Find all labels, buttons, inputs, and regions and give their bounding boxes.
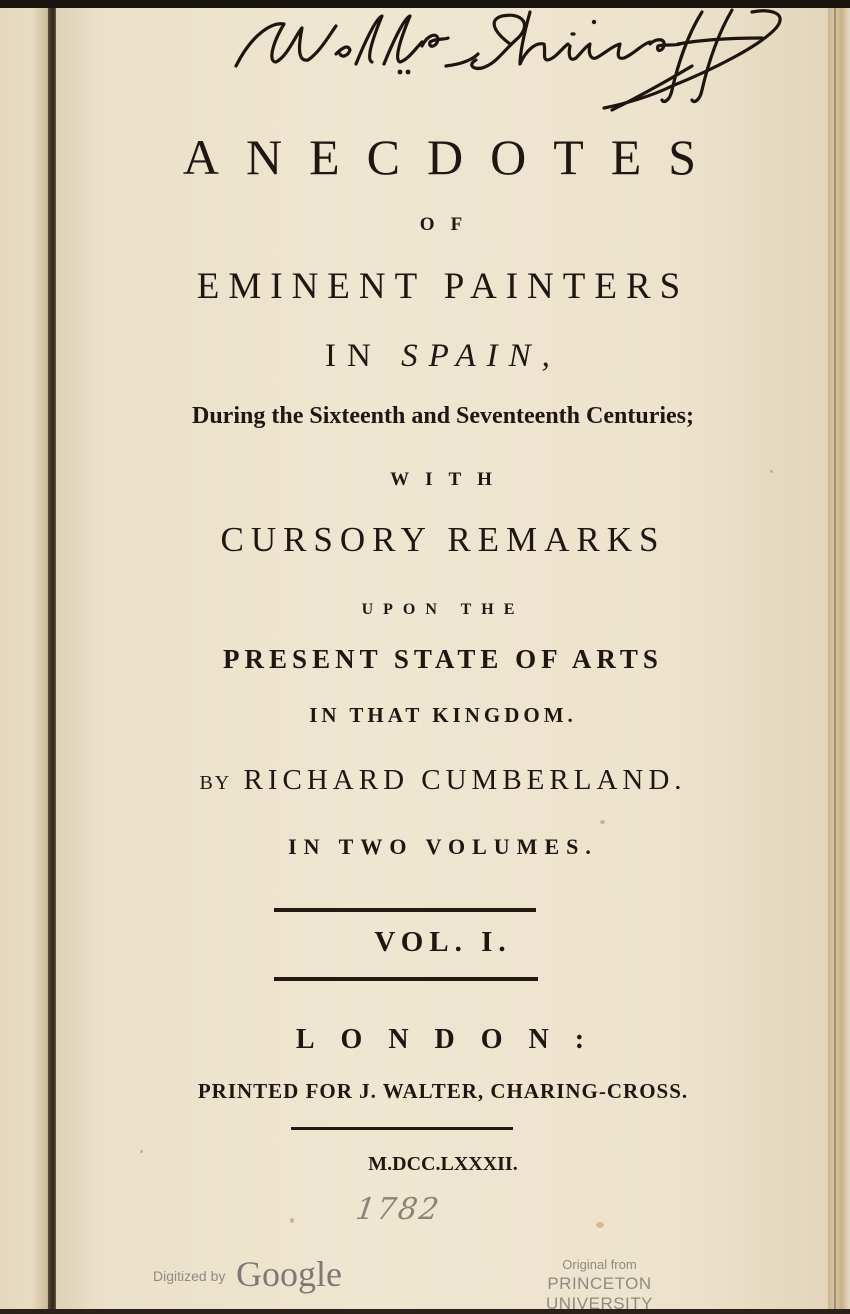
imprint-printer: PRINTED FOR J. WALTER, CHARING-CROSS.: [197, 1079, 689, 1103]
subtitle-cursory-remarks: CURSORY REMARKS: [220, 520, 666, 559]
volume-number: VOL. I.: [374, 926, 512, 958]
spain-word: SPAIN,: [401, 338, 561, 374]
provenance-watermark: [502, 1257, 697, 1314]
subtitle-centuries: During the Sixteenth and Seventeenth Centuries;: [192, 403, 694, 429]
subtitle-upon-the: UPON THE: [361, 601, 525, 618]
imprint-city: LONDON:: [295, 1024, 611, 1055]
subtitle-present-state: PRESENT STATE OF ARTS: [223, 644, 663, 674]
paper-speck: [290, 1218, 294, 1223]
title-line-anecdotes: ANECDOTES: [182, 129, 724, 185]
subtitle-in-that-kingdom: IN THAT KINGDOM.: [309, 703, 577, 727]
original-from-label: Original from: [562, 1257, 637, 1272]
title-line-in-spain: [56, 340, 830, 373]
imprint-date: M.DCC.LXXXII.: [368, 1153, 518, 1175]
author-name: RICHARD CUMBERLAND.: [243, 764, 687, 796]
paper-speck: [140, 1150, 143, 1153]
by-prefix: BY: [199, 772, 232, 794]
paper-speck: [596, 1222, 604, 1228]
divider-rule-bottom: [274, 977, 538, 981]
subtitle-with: WITH: [390, 469, 508, 490]
divider-rule-top: [274, 908, 536, 912]
page-fore-edge: [828, 8, 850, 1309]
in-word: IN: [325, 338, 382, 374]
digitized-by-label: Digitized by: [153, 1268, 226, 1284]
volumes-note: IN TWO VOLUMES.: [288, 834, 598, 859]
title-line-of: OF: [419, 214, 479, 235]
paper-speck: [600, 820, 605, 824]
divider-rule-imprint: [291, 1127, 513, 1130]
facing-page-edge: [0, 8, 52, 1309]
google-logo: Google: [236, 1254, 342, 1294]
title-line-eminent-painters: EMINENT PAINTERS: [196, 266, 690, 307]
institution-name: PRINCETON UNIVERSITY: [545, 1274, 654, 1313]
author-line: [56, 766, 830, 795]
handwritten-signature: [232, 4, 792, 112]
handwritten-year: 1782: [353, 1192, 443, 1227]
